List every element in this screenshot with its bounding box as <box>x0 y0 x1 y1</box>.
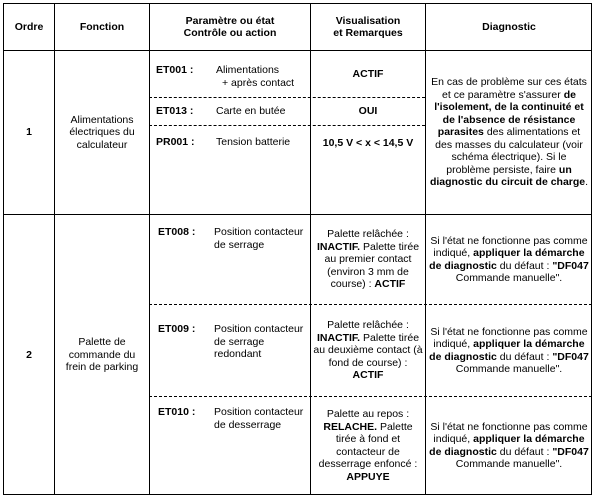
header-parametre-line2: Contrôle ou action <box>183 27 277 39</box>
visu-bold: ACTIF <box>352 369 384 382</box>
param-label: Tension batterie <box>216 136 291 148</box>
visu-bold: ACTIF <box>374 278 406 291</box>
visu-text: Palette tirée à fond et contacteur de desserrage enfoncé : <box>318 420 418 470</box>
row2-ordre <box>4 215 54 495</box>
row2-fonction <box>58 215 146 495</box>
param-visu-text: ACTIF <box>352 67 384 80</box>
col-line <box>149 3 150 495</box>
header-ordre-text: Ordre <box>14 20 44 33</box>
header-fonction <box>55 4 149 50</box>
header-fonction-text: Fonction <box>79 20 125 33</box>
header-visualisation <box>311 4 425 50</box>
param-label: Alimentations <box>216 64 280 76</box>
param-code: ET008 : <box>158 226 196 238</box>
param-visu <box>313 215 423 304</box>
param-visu <box>311 126 425 160</box>
header-ordre <box>4 4 54 50</box>
row2-diagnostic <box>429 305 589 396</box>
param-label: Position contacteur de serrage redondant <box>214 323 304 360</box>
visu-text: Palette au repos : <box>326 408 410 420</box>
diag-bold: appliquer la démarche de diagnostic <box>429 247 585 272</box>
header-diagnostic-text: Diagnostic <box>482 20 536 33</box>
row1-ordre-text: 1 <box>26 126 32 139</box>
param-label: + après contact <box>222 77 295 89</box>
diag-text: Commande manuelle". <box>455 363 563 375</box>
param-visu <box>311 98 425 125</box>
param-visu-text: OUI <box>358 105 378 118</box>
param-label: Carte en butée <box>216 105 286 117</box>
diag-bold: un diagnostic du circuit de charge <box>429 163 586 189</box>
visu-text: Palette relâchée : <box>327 319 409 332</box>
header-visu-line1: Visualisation <box>335 14 401 27</box>
param-visu <box>313 397 423 494</box>
row1-fonction-text: Alimentations électriques du calculateur <box>69 113 135 151</box>
row2-fonction-text: Palette de commande du frein de parking <box>65 336 139 374</box>
diag-bold: de l'isolement, de la continuité et de l'absence de résistance parasites <box>434 88 584 139</box>
row1-ordre <box>4 51 54 214</box>
diag-text: des alimentations et des masses du calculateur (voir schéma électrique). Si le problème persiste, faire <box>435 126 583 176</box>
row2-diagnostic-text <box>429 326 589 376</box>
diag-text: du défaut : <box>496 350 553 363</box>
visu-bold: RELACHE. <box>323 420 378 433</box>
diag-text: Si l'état ne fonctionne pas comme indiqué, <box>430 325 588 350</box>
visu-bold: INACTIF. <box>316 240 361 253</box>
row1-diagnostic <box>429 51 589 214</box>
diag-bold: "DF047 <box>552 259 589 272</box>
diag-text: Si l'état ne fonctionne pas comme indiqué, <box>430 420 588 445</box>
diag-bold: "DF047 <box>552 445 589 458</box>
param-code: ET013 : <box>156 105 194 117</box>
diag-text: Commande manuelle". <box>455 458 563 470</box>
header-parametre-line1: Paramètre ou état <box>185 14 275 27</box>
header-visu-line2: et Remarques <box>333 27 403 39</box>
row1-diagnostic-text <box>429 76 589 189</box>
visu-text: Palette tirée au deuxième contact (à fond de course) : <box>313 331 423 369</box>
row2-diagnostic-text <box>429 421 589 471</box>
param-code: PR001 : <box>156 136 195 148</box>
row2-diagnostic <box>429 397 589 494</box>
param-visu-text <box>313 228 423 291</box>
diag-text: du défaut : <box>496 445 553 458</box>
row2-diagnostic-text <box>429 235 589 285</box>
visu-text: Palette tirée au premier contact (environ 3 mm de course) : <box>324 240 420 291</box>
param-code: ET009 : <box>158 323 196 335</box>
diag-bold: appliquer la démarche de diagnostic <box>429 433 585 458</box>
diag-text: En cas de problème sur ces états et ce paramètre s'assurer <box>431 76 587 101</box>
diag-text: Si l'état ne fonctionne pas comme indiqué, <box>430 234 588 259</box>
diag-text: Commande manuelle". <box>455 272 563 284</box>
col-line <box>54 3 55 495</box>
row2-diagnostic <box>429 215 589 304</box>
visu-bold: APPUYE <box>346 470 390 483</box>
param-code: ET010 : <box>158 406 196 418</box>
param-visu-text <box>313 319 423 382</box>
param-label: Position contacteur de desserrage <box>214 406 304 431</box>
param-visu <box>313 305 423 396</box>
diag-bold: appliquer la démarche de diagnostic <box>429 338 585 363</box>
param-label: Position contacteur de serrage <box>214 226 304 251</box>
col-line <box>425 3 426 495</box>
visu-bold: INACTIF. <box>316 331 361 344</box>
diag-text: du défaut : <box>496 259 553 272</box>
diag-text: . <box>585 176 589 189</box>
visu-text: Palette relâchée : <box>327 228 409 241</box>
header-parametre <box>150 4 310 50</box>
diag-bold: "DF047 <box>552 350 589 363</box>
param-visu-text <box>313 408 423 483</box>
row2-ordre-text: 2 <box>26 348 32 361</box>
param-visu <box>311 51 425 97</box>
header-diagnostic <box>426 4 592 50</box>
param-visu-text: 10,5 V < x < 14,5 V <box>322 136 414 149</box>
param-code: ET001 : <box>156 64 194 76</box>
row1-fonction <box>58 51 146 214</box>
